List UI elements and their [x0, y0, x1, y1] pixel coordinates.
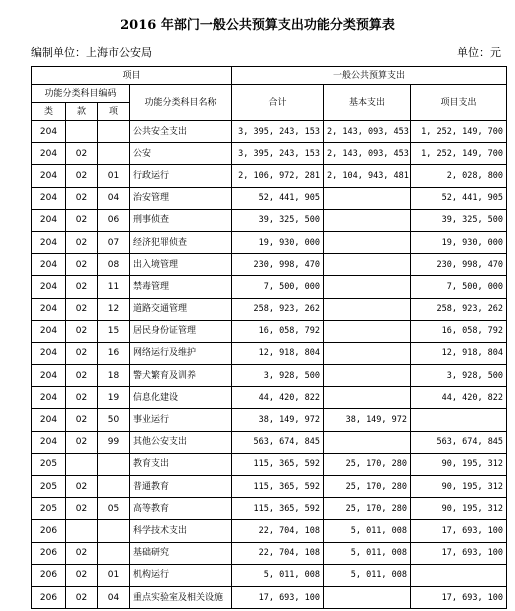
cell-section: 02	[66, 298, 98, 320]
table-row	[32, 387, 507, 409]
cell-item: 06	[98, 209, 130, 231]
reporting-unit: 编制单位：上海市公安局	[31, 46, 152, 59]
cell-total: 3, 928, 500	[232, 365, 324, 387]
table-row	[32, 143, 507, 165]
cell-total: 563, 674, 845	[232, 431, 324, 453]
cell-project: 90, 195, 312	[411, 476, 507, 498]
cell-total: 2, 106, 972, 281	[232, 165, 324, 187]
cell-project: 16, 058, 792	[411, 320, 507, 342]
cell-section: 02	[66, 143, 98, 165]
cell-total: 44, 420, 822	[232, 387, 324, 409]
cell-item	[98, 476, 130, 498]
cell-total: 22, 704, 108	[232, 542, 324, 564]
cell-item	[98, 453, 130, 475]
cell-class: 204	[32, 320, 66, 342]
cell-class: 206	[32, 586, 66, 608]
cell-name: 重点实验室及相关设施	[130, 586, 232, 608]
cell-total: 19, 930, 000	[232, 231, 324, 253]
cell-name: 行政运行	[130, 165, 232, 187]
table-row	[32, 409, 507, 431]
table-row	[32, 498, 507, 520]
cell-item: 19	[98, 387, 130, 409]
cell-basic	[324, 320, 411, 342]
cell-section	[66, 520, 98, 542]
cell-section	[66, 453, 98, 475]
cell-name: 机构运行	[130, 564, 232, 586]
cell-name: 出入境管理	[130, 254, 232, 276]
cell-project: 17, 693, 100	[411, 542, 507, 564]
cell-total: 3, 395, 243, 153	[232, 121, 324, 143]
cell-section: 02	[66, 231, 98, 253]
table-row	[32, 320, 507, 342]
cell-total: 3, 395, 243, 153	[232, 143, 324, 165]
cell-name: 网络运行及维护	[130, 342, 232, 364]
cell-class: 204	[32, 231, 66, 253]
cell-basic: 25, 170, 280	[324, 476, 411, 498]
cell-item: 01	[98, 564, 130, 586]
header-class: 类	[32, 103, 66, 121]
cell-project: 3, 928, 500	[411, 365, 507, 387]
cell-class: 204	[32, 365, 66, 387]
currency-unit: 单位：元	[457, 46, 501, 59]
cell-name: 经济犯罪侦查	[130, 231, 232, 253]
cell-basic	[324, 298, 411, 320]
cell-section: 02	[66, 431, 98, 453]
table-row	[32, 276, 507, 298]
table-row	[32, 542, 507, 564]
cell-total: 52, 441, 905	[232, 187, 324, 209]
cell-class: 204	[32, 254, 66, 276]
cell-project: 17, 693, 100	[411, 586, 507, 608]
cell-section: 02	[66, 342, 98, 364]
cell-item: 50	[98, 409, 130, 431]
cell-section: 02	[66, 586, 98, 608]
cell-class: 206	[32, 520, 66, 542]
cell-total: 230, 998, 470	[232, 254, 324, 276]
cell-basic: 2, 143, 093, 453	[324, 143, 411, 165]
cell-item	[98, 143, 130, 165]
cell-item: 04	[98, 187, 130, 209]
cell-basic: 2, 143, 093, 453	[324, 121, 411, 143]
header-item-code: 项	[98, 103, 130, 121]
cell-class: 204	[32, 342, 66, 364]
cell-name: 高等教育	[130, 498, 232, 520]
cell-project: 7, 500, 000	[411, 276, 507, 298]
page-title: 2016 年部门一般公共预算支出功能分类预算表	[120, 18, 395, 33]
cell-total: 115, 365, 592	[232, 476, 324, 498]
cell-item: 08	[98, 254, 130, 276]
cell-section: 02	[66, 254, 98, 276]
cell-item: 05	[98, 498, 130, 520]
table-row	[32, 586, 507, 608]
cell-class: 204	[32, 187, 66, 209]
cell-class: 205	[32, 498, 66, 520]
cell-name: 道路交通管理	[130, 298, 232, 320]
cell-section: 02	[66, 498, 98, 520]
cell-name: 科学技术支出	[130, 520, 232, 542]
cell-project: 90, 195, 312	[411, 453, 507, 475]
table-row	[32, 476, 507, 498]
cell-section: 02	[66, 276, 98, 298]
cell-class: 206	[32, 564, 66, 586]
cell-basic: 25, 170, 280	[324, 498, 411, 520]
cell-section: 02	[66, 476, 98, 498]
header-item: 项目	[32, 67, 232, 85]
cell-item: 11	[98, 276, 130, 298]
cell-project: 258, 923, 262	[411, 298, 507, 320]
cell-total: 115, 365, 592	[232, 453, 324, 475]
table-row	[32, 431, 507, 453]
cell-total: 38, 149, 972	[232, 409, 324, 431]
cell-class: 204	[32, 209, 66, 231]
cell-project: 563, 674, 845	[411, 431, 507, 453]
cell-section: 02	[66, 209, 98, 231]
header-general-budget: 一般公共预算支出	[232, 67, 507, 85]
cell-section: 02	[66, 320, 98, 342]
cell-project: 44, 420, 822	[411, 387, 507, 409]
header-section: 款	[66, 103, 98, 121]
cell-item: 01	[98, 165, 130, 187]
header-name: 功能分类科目名称	[130, 85, 232, 121]
table-row	[32, 121, 507, 143]
cell-item: 16	[98, 342, 130, 364]
cell-basic: 5, 011, 008	[324, 520, 411, 542]
cell-section: 02	[66, 387, 98, 409]
cell-section: 02	[66, 365, 98, 387]
cell-basic: 2, 104, 943, 481	[324, 165, 411, 187]
cell-total: 7, 500, 000	[232, 276, 324, 298]
cell-item: 99	[98, 431, 130, 453]
cell-total: 16, 058, 792	[232, 320, 324, 342]
cell-basic	[324, 365, 411, 387]
cell-basic: 38, 149, 972	[324, 409, 411, 431]
cell-name: 警犬繁育及训养	[130, 365, 232, 387]
cell-item	[98, 542, 130, 564]
table-row	[32, 365, 507, 387]
table-row	[32, 342, 507, 364]
header-total: 合计	[232, 85, 324, 121]
cell-name: 居民身份证管理	[130, 320, 232, 342]
cell-item: 15	[98, 320, 130, 342]
cell-class: 204	[32, 387, 66, 409]
cell-project: 90, 195, 312	[411, 498, 507, 520]
cell-basic	[324, 342, 411, 364]
cell-basic	[324, 209, 411, 231]
table-row	[32, 520, 507, 542]
cell-basic	[324, 387, 411, 409]
cell-project: 2, 028, 800	[411, 165, 507, 187]
header-func-code: 功能分类科目编码	[32, 85, 130, 103]
cell-section: 02	[66, 542, 98, 564]
cell-item: 04	[98, 586, 130, 608]
cell-class: 205	[32, 476, 66, 498]
cell-project: 39, 325, 500	[411, 209, 507, 231]
cell-project	[411, 564, 507, 586]
table-row	[32, 209, 507, 231]
cell-item	[98, 520, 130, 542]
table-row	[32, 298, 507, 320]
cell-class: 204	[32, 276, 66, 298]
cell-class: 204	[32, 121, 66, 143]
cell-total: 12, 918, 804	[232, 342, 324, 364]
cell-total: 258, 923, 262	[232, 298, 324, 320]
cell-item	[98, 121, 130, 143]
cell-class: 205	[32, 453, 66, 475]
table-body	[32, 121, 507, 609]
cell-section: 02	[66, 165, 98, 187]
cell-class: 204	[32, 409, 66, 431]
cell-basic	[324, 187, 411, 209]
cell-name: 公安	[130, 143, 232, 165]
cell-section	[66, 121, 98, 143]
cell-project: 230, 998, 470	[411, 254, 507, 276]
table-row	[32, 165, 507, 187]
cell-item: 07	[98, 231, 130, 253]
cell-project: 52, 441, 905	[411, 187, 507, 209]
cell-basic: 5, 011, 008	[324, 542, 411, 564]
cell-name: 事业运行	[130, 409, 232, 431]
cell-basic	[324, 431, 411, 453]
cell-basic	[324, 254, 411, 276]
cell-section: 02	[66, 187, 98, 209]
cell-name: 刑事侦查	[130, 209, 232, 231]
cell-section: 02	[66, 564, 98, 586]
header-project: 项目支出	[411, 85, 507, 121]
cell-project: 19, 930, 000	[411, 231, 507, 253]
cell-name: 禁毒管理	[130, 276, 232, 298]
cell-total: 115, 365, 592	[232, 498, 324, 520]
cell-basic	[324, 586, 411, 608]
cell-basic	[324, 276, 411, 298]
cell-name: 治安管理	[130, 187, 232, 209]
cell-item: 18	[98, 365, 130, 387]
table-row	[32, 564, 507, 586]
cell-basic: 25, 170, 280	[324, 453, 411, 475]
cell-name: 教育支出	[130, 453, 232, 475]
cell-total: 22, 704, 108	[232, 520, 324, 542]
cell-name: 公共安全支出	[130, 121, 232, 143]
cell-name: 信息化建设	[130, 387, 232, 409]
cell-total: 39, 325, 500	[232, 209, 324, 231]
cell-item: 12	[98, 298, 130, 320]
cell-basic	[324, 231, 411, 253]
cell-project: 17, 693, 100	[411, 520, 507, 542]
cell-total: 17, 693, 100	[232, 586, 324, 608]
cell-class: 204	[32, 431, 66, 453]
cell-total: 5, 011, 008	[232, 564, 324, 586]
header-basic: 基本支出	[324, 85, 411, 121]
table-row	[32, 231, 507, 253]
cell-class: 206	[32, 542, 66, 564]
cell-project: 12, 918, 804	[411, 342, 507, 364]
table-row	[32, 254, 507, 276]
cell-project: 1, 252, 149, 700	[411, 143, 507, 165]
cell-project	[411, 409, 507, 431]
cell-section: 02	[66, 409, 98, 431]
cell-name: 其他公安支出	[130, 431, 232, 453]
cell-project: 1, 252, 149, 700	[411, 121, 507, 143]
table-row	[32, 453, 507, 475]
budget-table	[31, 66, 507, 609]
cell-name: 基础研究	[130, 542, 232, 564]
cell-name: 普通教育	[130, 476, 232, 498]
cell-class: 204	[32, 298, 66, 320]
cell-class: 204	[32, 143, 66, 165]
table-row	[32, 187, 507, 209]
cell-basic: 5, 011, 008	[324, 564, 411, 586]
cell-class: 204	[32, 165, 66, 187]
